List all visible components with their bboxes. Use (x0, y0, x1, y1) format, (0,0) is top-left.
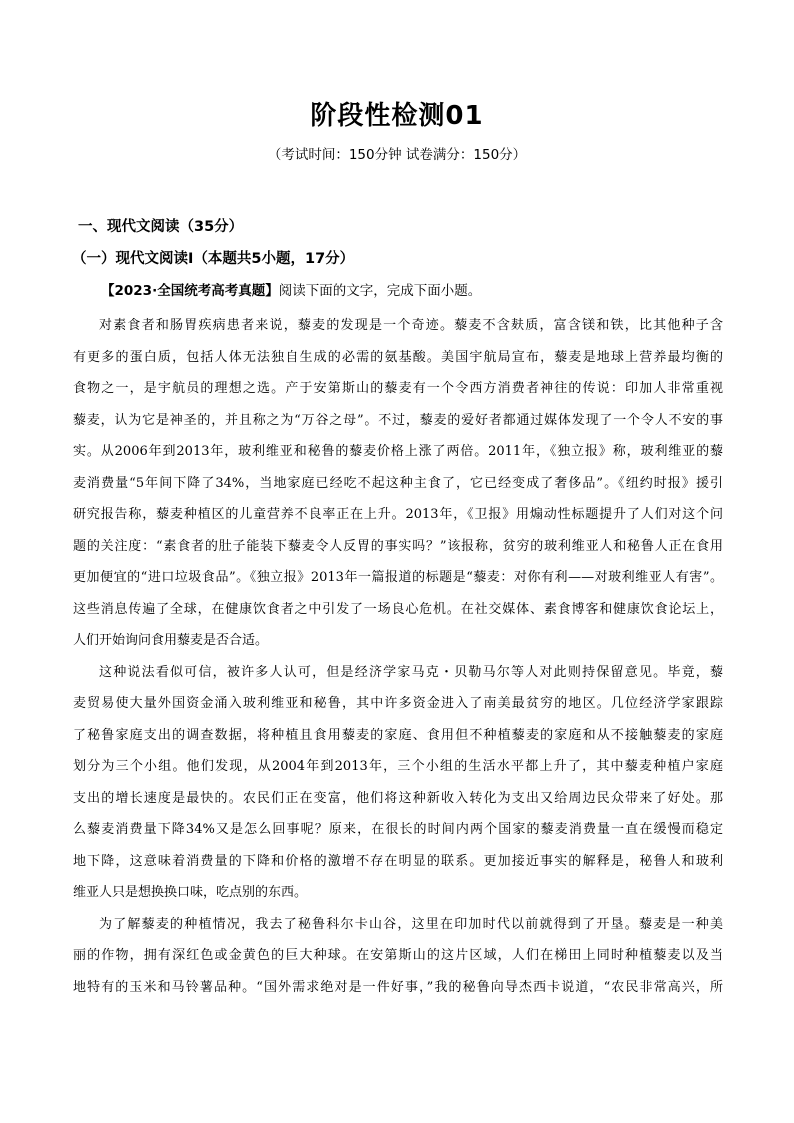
passage-line: 丽的作物，拥有深红色或金黄色的巨大种球。在安第斯山的这片区域，人们在梯田上同时种植藜麦以及当 (73, 948, 723, 963)
passage-line: 麦贸易使大量外国资金涌入玻利维亚和秘鲁，其中许多资金进入了南美最贫穷的地区。几位经济学家跟踪 (73, 696, 723, 711)
passage-line: 研究报告称，藜麦种植区的儿童营养不良率正在上升。2013年，《卫报》用煽动性标题提升了人们对这个问 (73, 507, 723, 522)
source-tag: 【2023·全国统考高考真题】 (101, 283, 279, 299)
passage (73, 310, 723, 1003)
passage-line: 实。从2006年到2013年，玻利维亚和秘鲁的藜麦价格上涨了两倍。2011年，《独立报》称，玻利维亚的藜 (73, 444, 723, 459)
passage-line: 地特有的玉米和马铃薯品种。“国外需求绝对是一件好事，”我的秘鲁向导杰西卡说道，“农民非常高兴，所 (73, 979, 723, 995)
section-heading: 一、现代文阅读（35分） (78, 219, 244, 235)
passage-line: 麦消费量“5年间下降了34%，当地家庭已经吃不起这种主食了，它已经变成了奢侈品”。《纽约时报》援引 (73, 475, 723, 491)
passage-line: 食物之一，是宇航员的理想之选。产于安第斯山的藜麦有一个令西方消费者神往的传说：印加人非常重视 (73, 381, 723, 396)
intro-line (101, 280, 481, 302)
passage-line: 支出的增长速度是最快的。农民们正在变富，他们将这种新收入转化为支出又给周边民众带来了好处。那 (73, 790, 723, 806)
passage-line: 这些消息传遍了全球，在健康饮食者之中引发了一场良心危机。在社交媒体、素食博客和健康饮食论坛上， (73, 601, 723, 617)
passage-line: 对素食者和肠胃疾病患者来说，藜麦的发现是一个奇迹。藜麦不含麸质，富含镁和铁，比其他种子含 (99, 318, 723, 333)
passage-line: 了秘鲁家庭支出的调查数据，将种植且食用藜麦的家庭、食用但不种植藜麦的家庭和从不接触藜麦的家庭 (73, 727, 723, 743)
passage-line: 么藜麦消费量下降34%又是怎么回事呢？原来，在很长的时间内两个国家的藜麦消费量一直在缓慢而稳定 (73, 822, 723, 837)
passage-line: 人们开始询问食用藜麦是否合适。 (73, 633, 269, 648)
instruction-text: 阅读下面的文字，完成下面小题。 (278, 283, 482, 299)
passage-line: 藜麦，认为它是神圣的，并且称之为“万谷之母”。不过，藜麦的爱好者都通过媒体发现了一个令人不安的事 (73, 412, 723, 428)
passage-line: 划分为三个小组。他们发现，从2004年到2013年，三个小组的生活水平都上升了，其中藜麦种植户家庭 (73, 759, 723, 774)
passage-line: 维亚人只是想换换口味，吃点别的东西。 (73, 885, 308, 900)
passage-line: 题的关注度：“素食者的肚子能装下藜麦令人反胃的事实吗？”该报称，贫穷的玻利维亚人和秘鲁人正在食用 (73, 538, 723, 554)
page-title: 阶段性检测01 (310, 101, 484, 131)
passage-line: 地下降，这意味着消费量的下降和价格的激增不存在明显的联系。更加接近事实的解释是，秘鲁人和玻利 (73, 853, 723, 869)
passage-line: 为了解藜麦的种植情况，我去了秘鲁科尔卡山谷，这里在印加时代以前就得到了开垦。藜麦是一种美 (99, 916, 723, 932)
sub-heading: （一）现代文阅读Ⅰ（本题共5小题，17分） (72, 251, 355, 267)
passage-line: 有更多的蛋白质，包括人体无法独自生成的必需的氨基酸。美国宇航局宣布，藜麦是地球上营养最均衡的 (73, 349, 723, 365)
passage-line: 更加便宜的“进口垃圾食品”。《独立报》2013年一篇报道的标题是“藜麦：对你有利——对玻利维亚人有害”。 (73, 570, 723, 585)
exam-info: （考试时间：150分钟 试卷满分：150分） (267, 147, 527, 163)
passage-line: 这种说法看似可信，被许多人认可，但是经济学家马克・贝勒马尔等人对此则持保留意见。毕竟，藜 (99, 664, 723, 680)
